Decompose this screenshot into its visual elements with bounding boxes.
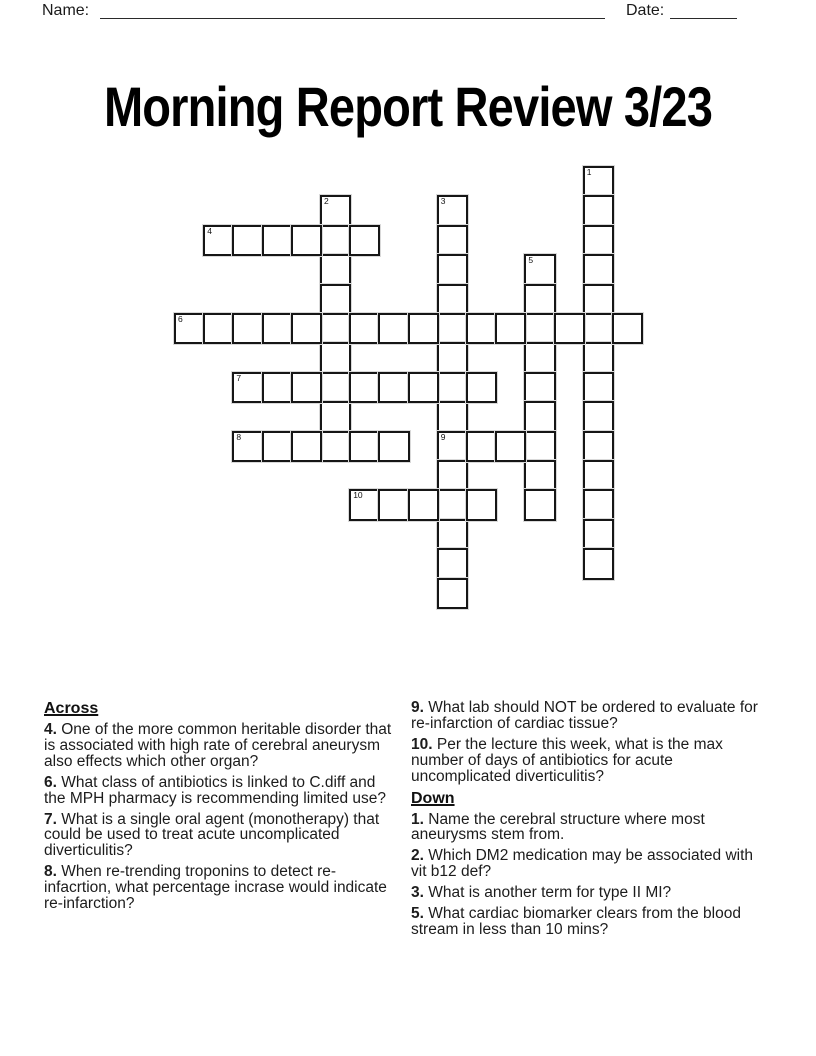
grid-cell	[320, 254, 351, 285]
grid-cell	[583, 166, 614, 197]
cell-number: 8	[236, 431, 242, 442]
clue-item: 10. Per the lecture this week, what is the max number of days of antibiotics for acute uncomplicated diverticulitis?	[411, 735, 723, 785]
grid-cell	[437, 431, 468, 462]
grid-cell	[524, 431, 555, 462]
grid-cell	[583, 460, 614, 491]
clue-item: 9. What lab should NOT be ordered to evaluate for re-infarction of cardiac tissue?	[411, 699, 758, 732]
grid-cell	[262, 225, 293, 256]
grid-cell	[437, 195, 468, 226]
clue-item: 5. What cardiac biomarker clears from the blood stream in less than 10 mins?	[411, 905, 741, 938]
clue-number: 4.	[44, 721, 57, 738]
cell-number: 9	[440, 431, 446, 442]
grid-cell	[291, 225, 322, 256]
grid-cell	[583, 489, 614, 520]
clue-number: 6.	[44, 773, 57, 791]
grid-cell	[232, 372, 263, 403]
grid-cell	[583, 372, 614, 403]
grid-cell	[524, 489, 555, 520]
grid-cell	[408, 313, 439, 344]
down-clue-list	[411, 812, 765, 938]
grid-cell	[495, 313, 526, 344]
across-clue-list-continued	[411, 700, 765, 785]
grid-cell	[320, 313, 351, 344]
grid-cell	[320, 225, 351, 256]
grid-cell	[378, 313, 409, 344]
grid-cell	[583, 431, 614, 462]
grid-cell	[495, 431, 526, 462]
clue-number: 3.	[411, 884, 424, 902]
cell-number: 1	[586, 167, 592, 177]
grid-cell	[291, 372, 322, 403]
grid-cell	[524, 254, 555, 285]
grid-cell	[262, 431, 293, 462]
grid-cell	[466, 372, 497, 403]
grid-cell	[466, 489, 497, 520]
grid-cell	[437, 313, 468, 344]
grid-cell	[437, 401, 468, 432]
cell-number: 5	[528, 255, 534, 266]
clue-item: 3. What is another term for type II MI?	[411, 884, 672, 902]
date-blank-line	[670, 18, 737, 19]
grid-cell	[524, 460, 555, 491]
grid-cell	[583, 254, 614, 285]
cell-number: 3	[440, 196, 446, 207]
page-title: Morning Report Review 3/23	[103, 74, 713, 138]
grid-cell	[349, 225, 380, 256]
grid-cell	[232, 225, 263, 256]
grid-cell	[437, 460, 468, 491]
grid-cell	[612, 313, 643, 344]
clue-number: 1.	[411, 810, 424, 828]
across-clue-list	[44, 722, 392, 912]
clue-number: 7.	[44, 810, 57, 828]
clue-item: 8. When re-trending troponins to detect re-infacrtion, what percentage incrase would indicate re-infarction?	[44, 863, 387, 913]
clue-number: 9.	[411, 699, 424, 716]
cell-number: 10	[353, 490, 363, 501]
grid-cell	[232, 313, 263, 344]
down-heading: Down	[411, 789, 455, 807]
grid-cell	[583, 519, 614, 550]
grid-cell	[583, 342, 614, 373]
cell-number: 6	[178, 314, 183, 324]
grid-cell	[349, 431, 380, 462]
grid-cell	[174, 313, 205, 344]
grid-cell	[583, 313, 614, 344]
clue-number: 8.	[44, 863, 57, 881]
grid-cell	[437, 519, 468, 550]
grid-cell	[437, 225, 468, 256]
grid-cell	[583, 401, 614, 432]
grid-cell	[466, 313, 497, 344]
name-blank-line	[100, 18, 605, 19]
grid-cell	[378, 489, 409, 520]
grid-cell	[437, 372, 468, 403]
cell-number: 7	[236, 372, 242, 383]
clue-item: 6. What class of antibiotics is linked to C.diff and the MPH pharmacy is recommending limited use?	[44, 773, 386, 807]
grid-cell	[262, 313, 293, 344]
grid-cell	[408, 372, 439, 403]
clue-item: 1. Name the cerebral structure where most aneurysms stem from.	[411, 810, 705, 844]
clue-number: 10.	[411, 735, 433, 753]
grid-cell	[524, 313, 555, 344]
grid-cell	[378, 372, 409, 403]
grid-cell	[320, 401, 351, 432]
clue-item: 2. Which DM2 medication may be associated with vit b12 def?	[411, 847, 754, 881]
grid-cell	[437, 284, 468, 315]
clue-item: 7. What is a single oral agent (monotherapy) that could be used to treat acute uncomplicated diverticulitis?	[44, 810, 380, 860]
grid-cell	[203, 225, 234, 256]
grid-cell	[291, 431, 322, 462]
grid-cell	[466, 431, 497, 462]
grid-cell	[583, 195, 614, 226]
grid-cell	[583, 284, 614, 315]
grid-cell	[437, 578, 468, 609]
grid-cell	[524, 342, 555, 373]
grid-cell	[437, 548, 468, 579]
grid-cell	[262, 372, 293, 403]
date-label: Date:	[626, 2, 665, 19]
grid-cell	[524, 372, 555, 403]
grid-cell	[320, 342, 351, 373]
grid-cell	[349, 489, 380, 520]
grid-cell	[291, 313, 322, 344]
grid-cell	[437, 342, 468, 373]
grid-cell	[437, 254, 468, 285]
grid-cell	[320, 431, 351, 462]
grid-cell	[437, 489, 468, 520]
grid-cell	[349, 313, 380, 344]
grid-cell	[232, 431, 263, 462]
crossword-grid	[174, 166, 644, 609]
grid-cell	[408, 489, 439, 520]
grid-cell	[349, 372, 380, 403]
grid-cell	[524, 284, 555, 315]
across-heading: Across	[44, 700, 99, 717]
grid-cell	[583, 225, 614, 256]
grid-cell	[554, 313, 585, 344]
grid-cell	[320, 284, 351, 315]
clue-number: 2.	[411, 847, 424, 865]
cell-number: 2	[324, 196, 329, 207]
clue-number: 5.	[411, 905, 424, 923]
grid-cell	[320, 195, 351, 226]
name-label: Name:	[42, 2, 90, 19]
clue-item: 4. One of the more common heritable disorder that is associated with high rate of cerebral aneurysm also effects which other organ?	[44, 721, 392, 770]
grid-cell	[583, 548, 614, 579]
grid-cell	[524, 401, 555, 432]
clues-column-right	[411, 700, 765, 943]
clues-column-left	[44, 700, 392, 917]
cell-number: 4	[207, 225, 212, 236]
grid-cell	[378, 431, 409, 462]
grid-cell	[320, 372, 351, 403]
grid-cell	[203, 313, 234, 344]
